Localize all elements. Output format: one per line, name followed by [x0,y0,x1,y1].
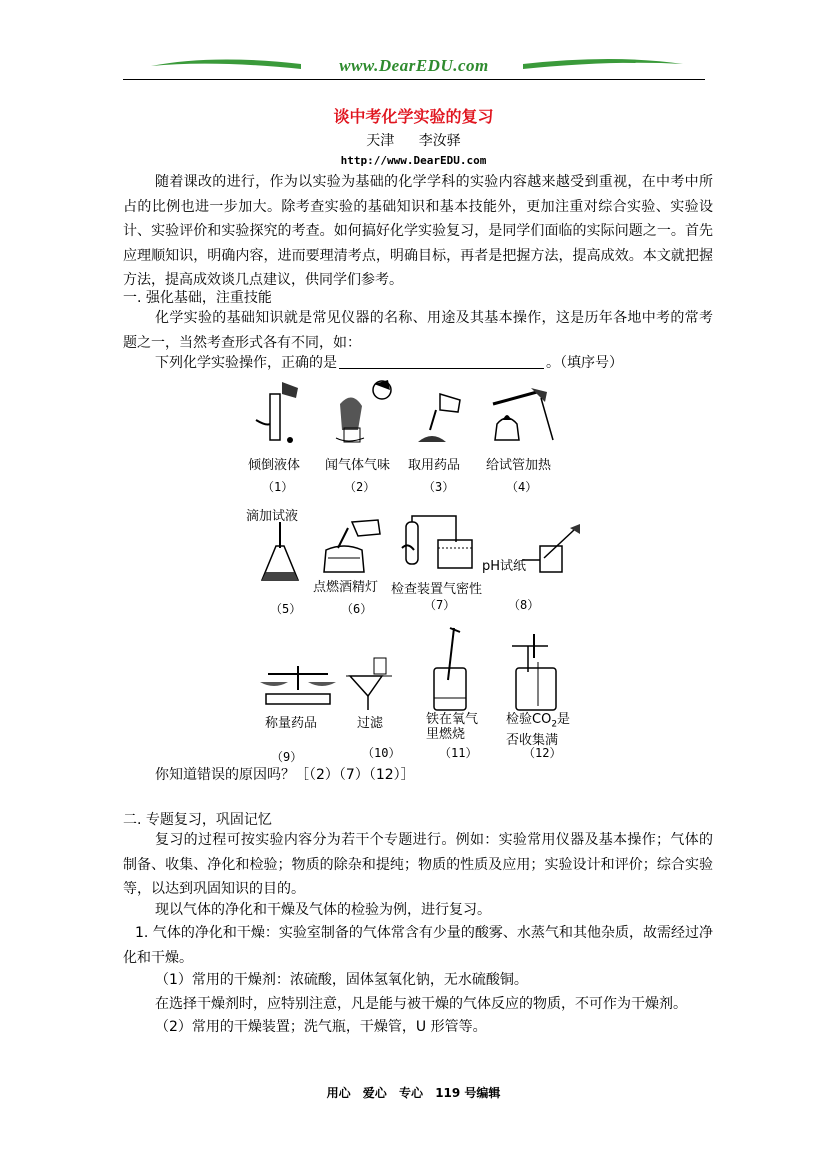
figure-label-8: pH试纸 [482,559,527,574]
figure-num-9: （9） [271,750,303,764]
airtight-check-icon [400,514,480,576]
figure-label-4: 给试管加热 [486,458,552,473]
iron-burn-icon [428,628,472,712]
figure-num-5: （5） [270,602,302,616]
filter-funnel-icon [346,656,394,712]
figure-label-11-line1: 铁在氧气 [426,712,479,727]
footer-c: 专心 [398,1086,423,1100]
section2-heading: 二. 专题复习，巩固记忆 [123,812,272,828]
sub-item-2: （2）常用的干燥装置；洗气瓶，干燥管，U 形管等。 [155,1019,487,1035]
figure-num-7: （7） [424,598,456,612]
figure-label-12-line2: 否收集满 [506,732,559,748]
figure-label-3: 取用药品 [408,458,461,473]
balance-icon [258,660,338,710]
answer-line: 你知道错误的原因吗？［（2）（7）（12）］ [155,767,415,783]
figure-num-2: （2） [344,480,376,494]
figure-label-12 [506,712,570,748]
heat-tube-icon [487,384,557,450]
footer-d: 119 号编辑 [435,1086,501,1100]
figure-num-4: （4） [506,480,538,494]
figure-label-10: 过滤 [357,716,384,731]
question-prefix: 下列化学实验操作，正确的是 [155,355,337,371]
figure-label-11-line2: 里燃烧 [426,727,466,742]
source-url: http://www.DearEDU.com [340,154,487,167]
author-line [0,130,827,150]
footer-b: 爱心 [362,1086,387,1100]
figure-label-5: 滴加试液 [246,509,299,524]
figure-label-7: 检查装置气密性 [391,582,483,597]
question-line [155,353,623,373]
author-city: 天津 [366,133,395,149]
figure-num-3: （3） [423,480,455,494]
item-1: 1. 气体的净化和干燥：实验室制备的气体常含有少量的酸雾、水蒸气和其他杂质，故需经过净化和干燥。 [123,925,713,966]
note-1: 在选择干燥剂时，应特别注意，凡是能与被干燥的气体反应的物质，不可作为干燥剂。 [155,996,687,1012]
sub-item-1: （1）常用的干燥剂：浓硫酸，固体氢氧化钠，无水硫酸铜。 [155,972,528,988]
intro-paragraph: 随着课改的进行，作为以实验为基础的化学学科的实验内容越来越受到重视，在中考中所占的比例也进一步加大。除考查实验的基础知识和基本技能外，更加注重对综合实验、实验设计、实验评价和实验探究的考查。如何搞好化学实验复习，是同学们面临的实际问题之一。首先应理顺知识，明确内容，进而要理清考点，明确目标，再者是把握方法，提高成效。本文就把握方法，提高成效谈几点建议，供同学们参考。 [123,174,713,289]
figure-label-12-line1: 检验CO [506,712,552,727]
figure-num-6: （6） [341,602,373,616]
header-rule [123,79,705,80]
co2-check-icon [508,632,566,712]
page-title: 谈中考化学实验的复习 [333,107,494,126]
figure-label-9: 称量药品 [265,716,318,731]
smell-gas-icon [328,378,398,450]
figure-label-6: 点燃酒精灯 [313,580,379,595]
figure-label-2: 闻气体气味 [325,458,391,473]
site-banner [123,52,705,80]
figure-num-10: （10） [362,746,401,760]
author-name: 李汝驿 [418,133,461,149]
figure-num-1: （1） [262,480,294,494]
figure-num-11: （11） [439,746,478,760]
footer-a: 用心 [326,1086,351,1100]
section2-paragraph-2: 现以气体的净化和干燥及气体的检验为例，进行复习。 [155,902,491,918]
answer-blank [339,354,544,369]
figure-label-1: 倾倒液体 [248,458,301,473]
section2-paragraph-1: 复习的过程可按实验内容分为若干个专题进行。例如：实验常用仪器及基本操作；气体的制备、收集、净化和检验；物质的除杂和提纯；物质的性质及应用；实验设计和评价；综合实验等，以达到巩固知识的目的。 [123,832,713,898]
dropper-flask-icon [258,522,302,584]
section1-heading: 一. 强化基础，注重技能 [123,290,272,306]
figure-num-12: （12） [523,746,562,760]
ph-paper-icon [522,524,582,576]
pour-liquid-icon [252,380,312,450]
figure-label-11 [426,712,478,742]
page-footer [0,1084,827,1101]
site-name: www.DearEDU.com [339,56,489,75]
section1-paragraph: 化学实验的基础知识就是常见仪器的名称、用途及其基本操作，这是历年各地中考的常考题之一，当然考查形式各有不同，如： [123,310,713,351]
alcohol-lamp-icon [318,518,386,576]
figure-label-12-line1-end: 是 [557,712,571,727]
question-suffix: 。（填序号） [546,355,623,371]
take-reagent-icon [410,390,470,450]
figure-num-8: （8） [508,598,540,612]
figure-label-12-sub: 2 [551,719,558,730]
